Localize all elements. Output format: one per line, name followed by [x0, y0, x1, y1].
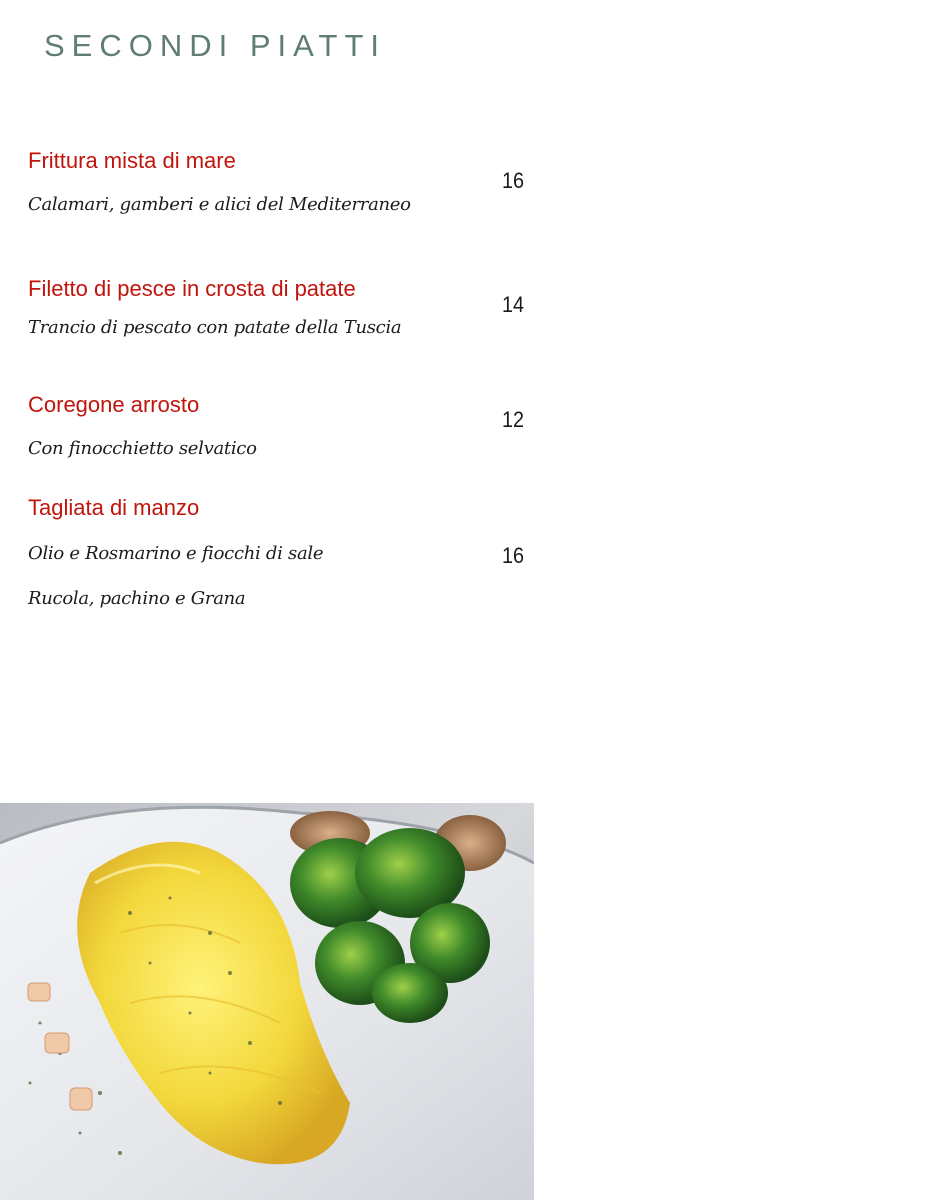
dish-description: Con finocchietto selvatico — [28, 438, 257, 459]
dish-name: Frittura mista di mare — [28, 148, 236, 173]
dish-description: Rucola, pachino e Grana — [28, 588, 246, 609]
dish-name: Tagliata di manzo — [28, 495, 200, 520]
dish-name: Coregone arrosto — [28, 392, 200, 417]
dish-price: 14 — [502, 292, 525, 317]
dish-name: Filetto di pesce in crosta di patate — [28, 276, 356, 301]
dish-photo — [0, 803, 534, 1200]
dish-description: Trancio di pescato con patate della Tuscia — [28, 317, 402, 338]
dish-description: Olio e Rosmarino e fiocchi di sale — [28, 543, 324, 564]
dish-price: 12 — [502, 407, 525, 432]
dish-description: Calamari, gamberi e alici del Mediterraneo — [28, 194, 411, 215]
dish-price: 16 — [502, 168, 525, 193]
dish-price: 16 — [502, 543, 525, 568]
page-title: SECONDI PIATTI — [44, 28, 387, 63]
